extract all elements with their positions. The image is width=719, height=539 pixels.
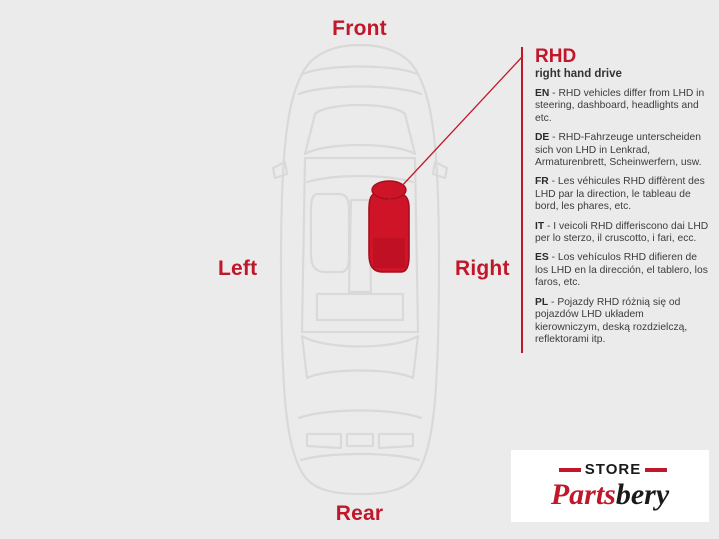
- rhd-info-panel: [521, 47, 709, 353]
- lang-text-de: - RHD-Fahrzeuge unterscheiden sich von LHD in Lenkrad, Armaturenbrett, Scheinwerfern, usw.: [535, 132, 702, 169]
- lang-text-it: - I veicoli RHD differiscono dai LHD per lo sterzo, il cruscotto, i fari, ecc.: [535, 220, 709, 245]
- orientation-label-right: Right: [455, 257, 510, 280]
- lang-text-fr: - Les véhicules RHD diffèrent des LHD par la direction, le tableau de bord, les phares, etc.: [535, 176, 705, 213]
- orientation-label-front: Front: [332, 17, 387, 40]
- logo-dash-left-icon: [559, 468, 581, 472]
- lang-block-it: [535, 221, 709, 246]
- lang-code-it: IT: [535, 220, 545, 232]
- lang-text-en: - RHD vehicles differ from LHD in steering, dashboard, headlights and etc.: [535, 88, 705, 124]
- rhd-subtitle: right hand drive: [535, 68, 622, 80]
- logo-dash-right-icon: [645, 468, 667, 472]
- logo-store-text: STORE: [584, 461, 642, 478]
- rhd-title: RHD: [535, 46, 577, 67]
- car-top-view-illustration: [255, 42, 465, 497]
- lang-text-pl: - Pojazdy RHD różnią się od pojazdów LHD układem kierowniczym, deską rozdzielczą, reflektorami itp.: [535, 296, 688, 345]
- logo-parts-text: Parts: [550, 478, 616, 511]
- lang-block-pl: [535, 297, 709, 347]
- brand-logo: [511, 450, 709, 522]
- lang-block-es: [535, 252, 709, 289]
- lang-text-es: - Los vehículos RHD difieren de los LHD en la dirección, el tablero, los faros, etc.: [535, 252, 708, 289]
- lang-code-de: DE: [535, 132, 550, 144]
- logo-wordmark: [551, 479, 669, 511]
- lang-block-de: [535, 132, 709, 169]
- lang-code-pl: PL: [535, 296, 549, 308]
- lang-code-en: EN: [535, 88, 550, 99]
- logo-bery-text: bery: [615, 478, 670, 511]
- orientation-label-rear: Rear: [335, 502, 384, 525]
- lang-code-es: ES: [535, 252, 549, 264]
- rhd-driver-position-highlight: [369, 181, 409, 272]
- lang-code-fr: FR: [535, 176, 549, 188]
- orientation-label-left: Left: [218, 257, 258, 280]
- lang-block-fr: [535, 176, 709, 213]
- lang-block-en: [535, 88, 709, 125]
- logo-store-row: [559, 461, 667, 478]
